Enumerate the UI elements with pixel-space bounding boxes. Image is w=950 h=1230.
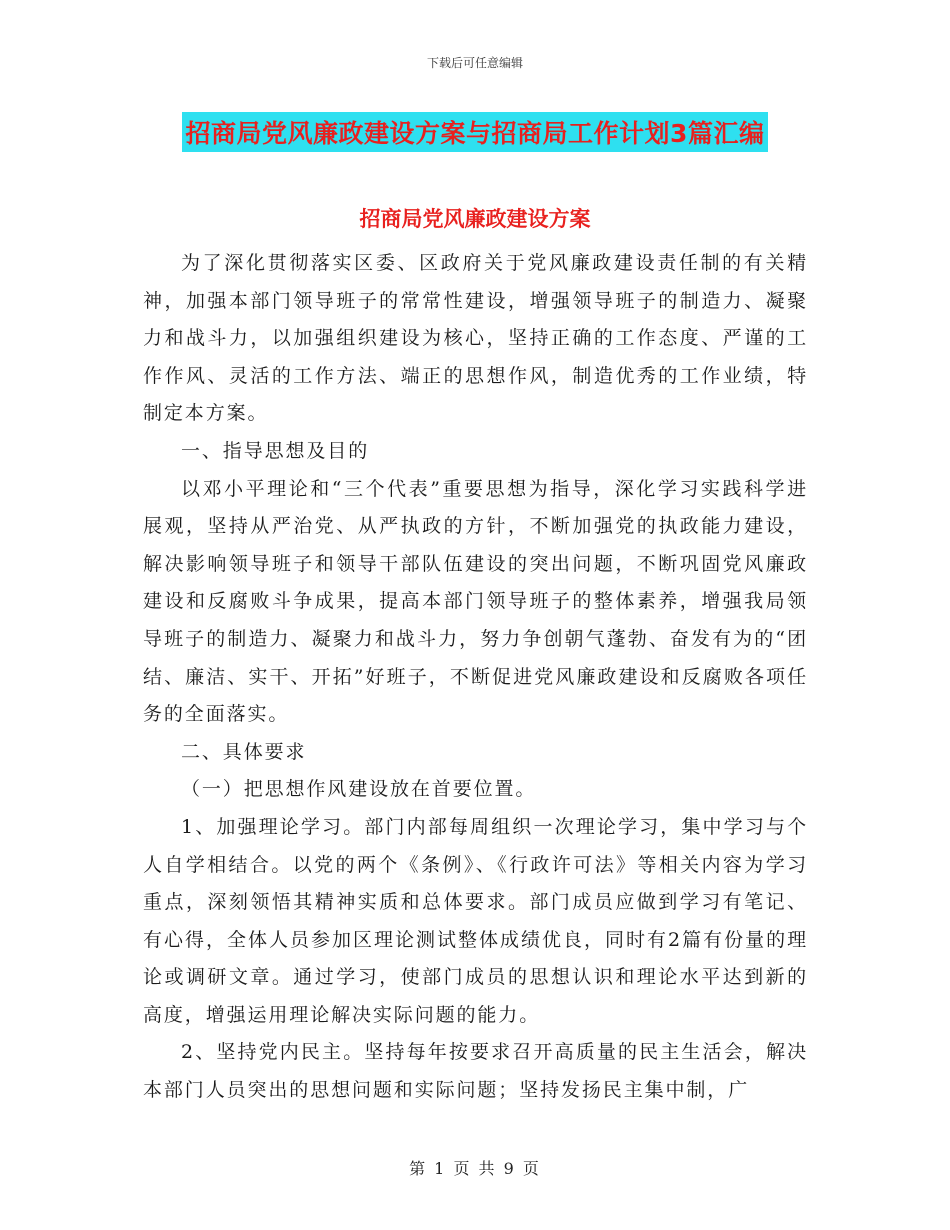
subheading-ideology-work-style: （一）把思想作风建设放在首要位置。 xyxy=(181,778,537,801)
paragraph-theory-study: 1、加强理论学习。部门内部每周组织一次理论学习，集中学习与个人自学相结合。以党的两个《条例》、《行政许可法》等相关内容为学习重点，深刻领悟其精神实质和总体要求。部门成员应做到学习有笔记、有心得，全体人员参加区理论测试整体成绩优良，同时有2篇有份量的理论或调研文章。通过学习，使部门成员的思想认识和理论水平达到新的高度，增强运用理论解决实际问题的能力。 xyxy=(143,815,808,1026)
heading-specific-requirements: 二、具体要求 xyxy=(181,740,307,763)
document-main-title: 招商局党风廉政建设方案与招商局工作计划3篇汇编 xyxy=(182,112,769,152)
paragraph-party-democracy: 2、坚持党内民主。坚持每年按要求召开高质量的民主生活会，解决本部门人员突出的思想问题和实际问题；坚持发扬民主集中制，广 xyxy=(143,1041,808,1102)
paragraph-guiding-ideology: 以邓小平理论和“三个代表”重要思想为指导，深化学习实践科学进展观，坚持从严治党、从严执政的方针，不断加强党的执政能力建设，解决影响领导班子和领导干部队伍建设的突出问题，不断巩固党风廉政建设和反腐败斗争成果，提高本部门领导班子的整体素养，增强我局领导班子的制造力、凝聚力和战斗力，努力争创朝气蓬勃、奋发有为的“团结、廉洁、实干、开拓”好班子，不断促进党风廉政建设和反腐败各项任务的全面落实。 xyxy=(143,477,808,726)
heading-guiding-ideology: 一、指导思想及目的 xyxy=(181,439,370,462)
header-note: 下载后可任意编辑 xyxy=(426,56,523,70)
main-title-wrap xyxy=(0,112,950,152)
section-title: 招商局党风廉政建设方案 xyxy=(359,207,591,231)
paragraph-intro: 为了深化贯彻落实区委、区政府关于党风廉政建设责任制的有关精神，加强本部门领导班子的常常性建设，增强领导班子的制造力、凝聚力和战斗力，以加强组织建设为核心，坚持正确的工作态度、严谨的工作作风、灵活的工作方法、端正的思想作风，制造优秀的工作业绩，特制定本方案。 xyxy=(143,252,808,425)
page-footer: 第 1 页 共 9 页 xyxy=(409,1159,541,1178)
document-body xyxy=(143,245,808,1110)
